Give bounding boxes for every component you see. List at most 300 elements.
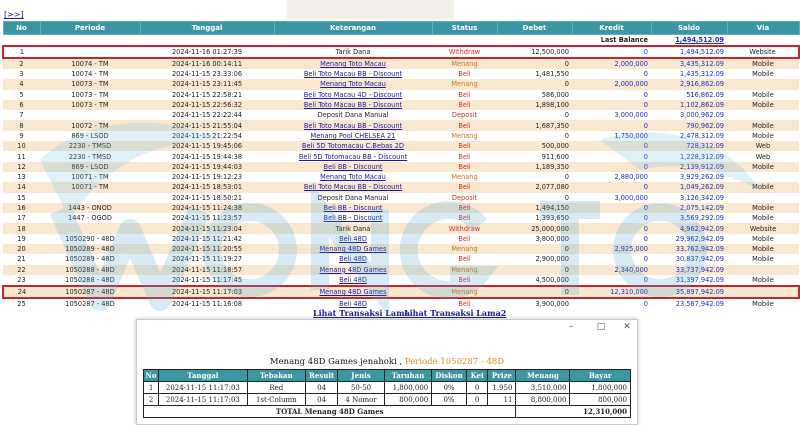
last-balance-spacer — [727, 35, 799, 47]
keterangan-link[interactable]: Beli Toto Macau BB - Discount — [303, 121, 403, 130]
keterangan-link[interactable]: Beli 48D — [339, 299, 367, 308]
detail-col-prize: Prize — [488, 370, 516, 382]
table-row — [3, 172, 799, 182]
col-header-periode: Periode — [40, 22, 140, 35]
next-page-link[interactable]: [>>] — [4, 10, 24, 19]
row-debet: 1,687,350 — [497, 120, 572, 130]
row-via: Website — [727, 46, 799, 58]
table-row — [3, 223, 799, 233]
win-detail-popup — [136, 319, 638, 425]
row-tanggal: 2024-11-15 11:18:57 — [140, 265, 274, 275]
popup-titlebar — [137, 320, 637, 336]
row-status: Beli — [432, 162, 497, 172]
row-kredit: 0 — [572, 275, 651, 286]
detail-col-tanggal: Tanggal — [159, 370, 248, 382]
row-periode — [40, 223, 140, 233]
row-tanggal: 2024-11-15 11:23:04 — [140, 223, 274, 233]
row-no: 21 — [3, 254, 40, 264]
row-via: Mobile — [727, 100, 799, 110]
minimize-icon[interactable]: – — [568, 322, 574, 332]
row-status: Withdraw — [432, 46, 497, 58]
row-no: 17 — [3, 213, 40, 223]
row-status: Beli — [432, 151, 497, 161]
row-no: 4 — [3, 79, 40, 89]
row-status: Beli — [432, 275, 497, 286]
maximize-icon[interactable]: □ — [596, 322, 606, 332]
row-kredit: 0 — [572, 141, 651, 151]
row-kredit: 12,310,000 — [572, 286, 651, 298]
row-via: Mobile — [727, 90, 799, 100]
row-saldo: 1,228,312.09 — [651, 151, 727, 161]
row-periode: 1443 - ONOD — [40, 203, 140, 213]
row-status: Menang — [432, 265, 497, 275]
detail-col-diskon: Diskon — [432, 370, 467, 382]
row-keterangan — [274, 254, 432, 264]
lihat-transaksi-lama2-link[interactable]: Lihat Transaksi Lama2 — [404, 308, 507, 318]
row-keterangan — [274, 213, 432, 223]
row-debet: 0 — [497, 79, 572, 89]
row-tanggal: 2024-11-15 23:33:06 — [140, 69, 274, 79]
row-via: Web — [727, 151, 799, 161]
row-tanggal: 2024-11-15 22:56:32 — [140, 100, 274, 110]
row-tanggal: 2024-11-16 01:27:39 — [140, 46, 274, 58]
table-row — [3, 203, 799, 213]
row-tanggal: 2024-11-15 11:23:57 — [140, 213, 274, 223]
detail-tebakan: 1st-Column — [247, 394, 305, 406]
detail-tanggal: 2024-11-15 11:17:03 — [159, 382, 248, 394]
table-row — [3, 275, 799, 286]
row-status: Deposit — [432, 193, 497, 203]
detail-result: 04 — [305, 382, 337, 394]
table-row — [3, 120, 799, 130]
row-status: Beli — [432, 234, 497, 244]
row-saldo: 1,435,312.09 — [651, 69, 727, 79]
detail-result: 04 — [305, 394, 337, 406]
row-kredit: 2,000,000 — [572, 58, 651, 69]
keterangan-link[interactable]: Beli Toto Macau BB - Discount — [303, 183, 403, 192]
row-tanggal: 2024-11-15 11:17:45 — [140, 275, 274, 286]
keterangan-link[interactable]: Menang Toto Macau — [320, 80, 386, 89]
popup-heading — [137, 357, 637, 367]
detail-col-taruhan: Taruhan — [384, 370, 432, 382]
row-periode: 1050288 - 48D — [40, 265, 140, 275]
row-saldo: 29,962,942.09 — [651, 234, 727, 244]
detail-total-row — [144, 406, 631, 418]
row-keterangan — [274, 69, 432, 79]
detail-col-result: Result — [305, 370, 337, 382]
row-kredit: 0 — [572, 69, 651, 79]
row-periode: 1050288 - 48D — [40, 275, 140, 286]
row-saldo: 3,435,312.09 — [651, 58, 727, 69]
row-via: Mobile — [727, 203, 799, 213]
row-status: Menang — [432, 286, 497, 298]
detail-tanggal: 2024-11-15 11:17:03 — [159, 394, 248, 406]
detail-total-label: TOTAL Menang 48D Games — [144, 406, 516, 418]
detail-kei: 0 — [466, 382, 488, 394]
row-periode — [40, 193, 140, 203]
row-saldo: 2,916,862.09 — [651, 79, 727, 89]
keterangan-link[interactable]: Menang Pool CHELSEA 21 — [310, 131, 396, 140]
row-kredit: 0 — [572, 213, 651, 223]
detail-bayar: 1,800,000 — [570, 382, 631, 394]
row-no: 12 — [3, 162, 40, 172]
detail-header-row — [144, 370, 631, 382]
keterangan-link[interactable]: Menang Toto Macau — [320, 173, 386, 182]
row-keterangan — [274, 100, 432, 110]
row-kredit: 0 — [572, 298, 651, 309]
row-saldo: 2,478,312.09 — [651, 131, 727, 141]
row-saldo: 728,312.09 — [651, 141, 727, 151]
last-balance-label: Last Balance — [3, 35, 651, 47]
row-kredit: 0 — [572, 254, 651, 264]
detail-diskon: 0% — [432, 394, 467, 406]
row-via: Mobile — [727, 131, 799, 141]
detail-taruhan: 1,800,000 — [384, 382, 432, 394]
row-tanggal: 2024-11-15 19:44:03 — [140, 162, 274, 172]
row-status: Beli — [432, 213, 497, 223]
row-kredit: 0 — [572, 234, 651, 244]
row-via: Mobile — [727, 69, 799, 79]
table-row — [3, 58, 799, 69]
row-debet: 1,898,100 — [497, 100, 572, 110]
row-via — [727, 110, 799, 120]
row-kredit: 0 — [572, 90, 651, 100]
bet-detail-table — [143, 369, 631, 418]
row-via — [727, 265, 799, 275]
row-periode: 2230 - TMSD — [40, 141, 140, 151]
row-tanggal: 2024-11-15 18:53:01 — [140, 182, 274, 192]
row-periode: 10073 - TM — [40, 100, 140, 110]
row-keterangan: Deposit Dana Manual — [274, 110, 432, 120]
detail-col-tebakan: Tebakan — [247, 370, 305, 382]
row-status: Beli — [432, 141, 497, 151]
row-via: Web — [727, 141, 799, 151]
row-debet: 3,800,000 — [497, 234, 572, 244]
col-header-no: No — [3, 22, 40, 35]
row-tanggal: 2024-11-15 11:17:03 — [140, 286, 274, 298]
row-tanggal: 2024-11-15 19:12:23 — [140, 172, 274, 182]
row-debet: 4,500,000 — [497, 275, 572, 286]
row-via: Mobile — [727, 182, 799, 192]
row-via: Mobile — [727, 213, 799, 223]
row-keterangan — [274, 131, 432, 141]
row-no: 15 — [3, 193, 40, 203]
row-via: Mobile — [727, 162, 799, 172]
keterangan-link[interactable]: Beli Toto Macau BB - Discount — [303, 70, 403, 79]
row-tanggal: 2024-11-15 21:55:04 — [140, 120, 274, 130]
row-saldo: 2,075,142.09 — [651, 203, 727, 213]
keterangan-link[interactable]: Beli BB - Discount — [323, 214, 383, 223]
row-tanggal: 2024-11-15 23:11:45 — [140, 79, 274, 89]
row-keterangan — [274, 265, 432, 275]
row-debet: 0 — [497, 265, 572, 275]
row-debet: 911,600 — [497, 151, 572, 161]
row-tanggal: 2024-11-15 19:45:06 — [140, 141, 274, 151]
row-saldo: 516,862.09 — [651, 90, 727, 100]
row-via — [727, 79, 799, 89]
row-periode: 10071 - TM — [40, 172, 140, 182]
row-tanggal: 2024-11-15 22:58:21 — [140, 90, 274, 100]
keterangan-link[interactable]: Beli BB - Discount — [323, 204, 383, 212]
row-via — [727, 193, 799, 203]
lihat-transaksi-lama-link[interactable]: Lihat Transaksi Lama — [313, 308, 410, 318]
row-status: Menang — [432, 58, 497, 69]
row-status: Beli — [432, 203, 497, 213]
row-periode: 10074 - TM — [40, 69, 140, 79]
row-kredit: 0 — [572, 182, 651, 192]
row-kredit: 2,340,000 — [572, 265, 651, 275]
last-balance-row — [3, 35, 799, 47]
detail-col-no: No — [144, 370, 159, 382]
keterangan-link[interactable]: Menang 48D Games — [319, 287, 387, 296]
row-tanggal: 2024-11-16 00:14:11 — [140, 58, 274, 69]
row-debet: 586,000 — [497, 90, 572, 100]
row-debet: 1,189,350 — [497, 162, 572, 172]
popup-heading-title: Menang 48D Games jenahoki , — [269, 357, 403, 367]
row-debet: 0 — [497, 244, 572, 254]
row-tanggal: 2024-11-15 11:16:08 — [140, 298, 274, 309]
row-periode — [40, 110, 140, 120]
row-keterangan — [274, 141, 432, 151]
table-row — [3, 182, 799, 192]
row-keterangan — [274, 151, 432, 161]
row-keterangan — [274, 275, 432, 286]
detail-row — [144, 382, 631, 394]
keterangan-link[interactable]: Menang 48D Games — [319, 265, 387, 274]
table-row — [3, 286, 799, 298]
close-icon[interactable]: ✕ — [623, 322, 631, 332]
detail-total-value: 12,310,000 — [516, 406, 631, 418]
keterangan-link[interactable]: Beli 5D Totomacau C.Bebas 2D — [302, 142, 404, 151]
row-tanggal: 2024-11-15 11:19:27 — [140, 254, 274, 264]
keterangan-link[interactable]: Beli Toto Macau 4D - Discount — [303, 90, 403, 99]
row-no: 20 — [3, 244, 40, 254]
table-row — [3, 193, 799, 203]
row-status: Deposit — [432, 110, 497, 120]
row-keterangan: Deposit Dana Manual — [274, 193, 432, 203]
row-via — [727, 172, 799, 182]
detail-jenis: 4 Nomor — [338, 394, 384, 406]
keterangan-link[interactable]: Menang Toto Macau — [320, 60, 386, 68]
row-tanggal: 2024-11-15 21:22:54 — [140, 131, 274, 141]
row-keterangan: Tarik Dana — [274, 46, 432, 58]
row-periode: 10073 - TM — [40, 90, 140, 100]
col-header-kredit: Kredit — [572, 22, 651, 35]
keterangan-link[interactable]: Beli 48D — [339, 255, 367, 264]
row-debet: 2,900,000 — [497, 254, 572, 264]
row-no: 22 — [3, 265, 40, 275]
row-keterangan — [274, 286, 432, 298]
row-tanggal: 2024-11-15 11:21:42 — [140, 234, 274, 244]
row-debet: 0 — [497, 193, 572, 203]
table-row — [3, 69, 799, 79]
top-banner-area — [287, 0, 454, 19]
detail-kei: 0 — [466, 394, 488, 406]
row-periode: 2230 - TMSD — [40, 151, 140, 161]
popup-heading-period: Periode 1050287 - 48D — [404, 357, 505, 367]
table-row — [3, 244, 799, 254]
row-tanggal: 2024-11-15 19:44:38 — [140, 151, 274, 161]
row-periode: 869 - LSOD — [40, 131, 140, 141]
row-debet: 3,900,000 — [497, 298, 572, 309]
row-status: Beli — [432, 100, 497, 110]
row-saldo: 3,000,962.09 — [651, 110, 727, 120]
detail-no: 2 — [144, 394, 159, 406]
row-via: Mobile — [727, 120, 799, 130]
keterangan-link[interactable]: Menang 48D Games — [319, 245, 387, 254]
row-no: 9 — [3, 131, 40, 141]
row-status: Beli — [432, 90, 497, 100]
row-keterangan — [274, 58, 432, 69]
row-status: Beli — [432, 69, 497, 79]
row-kredit: 1,750,000 — [572, 131, 651, 141]
table-row — [3, 90, 799, 100]
table-header-row — [3, 22, 799, 35]
table-row — [3, 234, 799, 244]
row-kredit: 0 — [572, 100, 651, 110]
row-no: 14 — [3, 182, 40, 192]
row-keterangan — [274, 244, 432, 254]
row-debet: 0 — [497, 110, 572, 120]
row-kredit: 0 — [572, 162, 651, 172]
col-header-tanggal: Tanggal — [140, 22, 274, 35]
row-keterangan — [274, 234, 432, 244]
row-kredit: 0 — [572, 151, 651, 161]
keterangan-link[interactable]: Beli 48D — [339, 234, 367, 243]
table-row — [3, 131, 799, 141]
row-debet: 0 — [497, 131, 572, 141]
row-via: Mobile — [727, 58, 799, 69]
row-status: Beli — [432, 298, 497, 309]
row-saldo: 1,049,262.09 — [651, 182, 727, 192]
row-keterangan: Tarik Dana — [274, 223, 432, 233]
row-saldo: 1,494,512.09 — [651, 46, 727, 58]
row-saldo: 3,126,342.09 — [651, 193, 727, 203]
transaction-table — [2, 21, 800, 309]
keterangan-link[interactable]: Beli 5D Totomacau BB - Discount — [298, 152, 408, 161]
row-kredit: 2,925,000 — [572, 244, 651, 254]
row-status: Beli — [432, 182, 497, 192]
row-tanggal: 2024-11-15 18:50:21 — [140, 193, 274, 203]
row-debet: 0 — [497, 172, 572, 182]
row-kredit: 0 — [572, 203, 651, 213]
row-no: 2 — [3, 58, 40, 69]
row-no: 5 — [3, 90, 40, 100]
row-tanggal: 2024-11-15 11:24:38 — [140, 203, 274, 213]
row-tanggal: 2024-11-15 22:22:44 — [140, 110, 274, 120]
table-row — [3, 151, 799, 161]
keterangan-link[interactable]: Beli 48D — [339, 275, 367, 284]
row-status: Beli — [432, 254, 497, 264]
row-no: 13 — [3, 172, 40, 182]
table-row — [3, 162, 799, 172]
row-periode: 10074 - TM — [40, 58, 140, 69]
row-keterangan — [274, 162, 432, 172]
row-via: Mobile — [727, 254, 799, 264]
row-debet: 2,077,080 — [497, 182, 572, 192]
row-saldo: 23,587,942.09 — [651, 298, 727, 309]
detail-diskon: 0% — [432, 382, 467, 394]
keterangan-link[interactable]: Beli BB - Discount — [323, 162, 383, 171]
row-kredit: 3,000,000 — [572, 193, 651, 203]
row-status: Withdraw — [432, 223, 497, 233]
row-no: 3 — [3, 69, 40, 79]
detail-col-bayar: Bayar — [570, 370, 631, 382]
row-periode: 1447 - OGOD — [40, 213, 140, 223]
row-keterangan — [274, 203, 432, 213]
row-no: 8 — [3, 120, 40, 130]
row-kredit: 0 — [572, 223, 651, 233]
row-kredit: 2,000,000 — [572, 79, 651, 89]
row-no: 16 — [3, 203, 40, 213]
row-debet: 0 — [497, 58, 572, 69]
row-saldo: 30,837,942.09 — [651, 254, 727, 264]
row-saldo: 2,139,912.09 — [651, 162, 727, 172]
row-kredit: 3,000,000 — [572, 110, 651, 120]
row-kredit: 0 — [572, 46, 651, 58]
row-periode: 1050287 - 48D — [40, 286, 140, 298]
row-kredit: 2,880,000 — [572, 172, 651, 182]
row-debet: 12,500,000 — [497, 46, 572, 58]
row-status: Menang — [432, 79, 497, 89]
row-debet: 25,000,000 — [497, 223, 572, 233]
col-header-via: Via — [727, 22, 799, 35]
last-balance-value: 1,494,512.09 — [651, 35, 727, 47]
row-debet: 1,393,650 — [497, 213, 572, 223]
row-no: 25 — [3, 298, 40, 309]
detail-jenis: 50-50 — [338, 382, 384, 394]
detail-no: 1 — [144, 382, 159, 394]
row-status: Menang — [432, 131, 497, 141]
row-tanggal: 2024-11-15 11:20:55 — [140, 244, 274, 254]
table-row — [3, 265, 799, 275]
row-periode: 10072 - TM — [40, 120, 140, 130]
row-no: 6 — [3, 100, 40, 110]
table-row — [3, 213, 799, 223]
row-no: 11 — [3, 151, 40, 161]
detail-bayar: 800,000 — [570, 394, 631, 406]
table-row — [3, 46, 799, 58]
detail-tebakan: Red — [247, 382, 305, 394]
row-saldo: 790,962.09 — [651, 120, 727, 130]
col-header-debet: Debet — [497, 22, 572, 35]
row-no: 10 — [3, 141, 40, 151]
detail-prize: 1.950 — [488, 382, 516, 394]
detail-row — [144, 394, 631, 406]
row-status: Menang — [432, 172, 497, 182]
row-periode: 1050289 - 48D — [40, 244, 140, 254]
row-via: Website — [727, 223, 799, 233]
row-debet: 500,000 — [497, 141, 572, 151]
row-saldo: 31,397,942.09 — [651, 275, 727, 286]
row-saldo: 3,929,262.09 — [651, 172, 727, 182]
row-keterangan — [274, 90, 432, 100]
detail-menang: 3,510,000 — [516, 382, 570, 394]
detail-col-menang: Menang — [516, 370, 570, 382]
row-debet: 1,494,150 — [497, 203, 572, 213]
row-via: Mobile — [727, 275, 799, 286]
detail-prize: 11 — [488, 394, 516, 406]
row-periode: 1050290 - 48D — [40, 234, 140, 244]
row-saldo: 35,897,942.09 — [651, 286, 727, 298]
row-periode: 10073 - TM — [40, 79, 140, 89]
row-debet: 1,481,550 — [497, 69, 572, 79]
keterangan-link[interactable]: Beli Toto Macau BB - Discount — [303, 101, 403, 110]
detail-col-jenis: Jenis — [338, 370, 384, 382]
row-status: Beli — [432, 120, 497, 130]
detail-col-kei: Kei — [466, 370, 488, 382]
table-row — [3, 110, 799, 120]
